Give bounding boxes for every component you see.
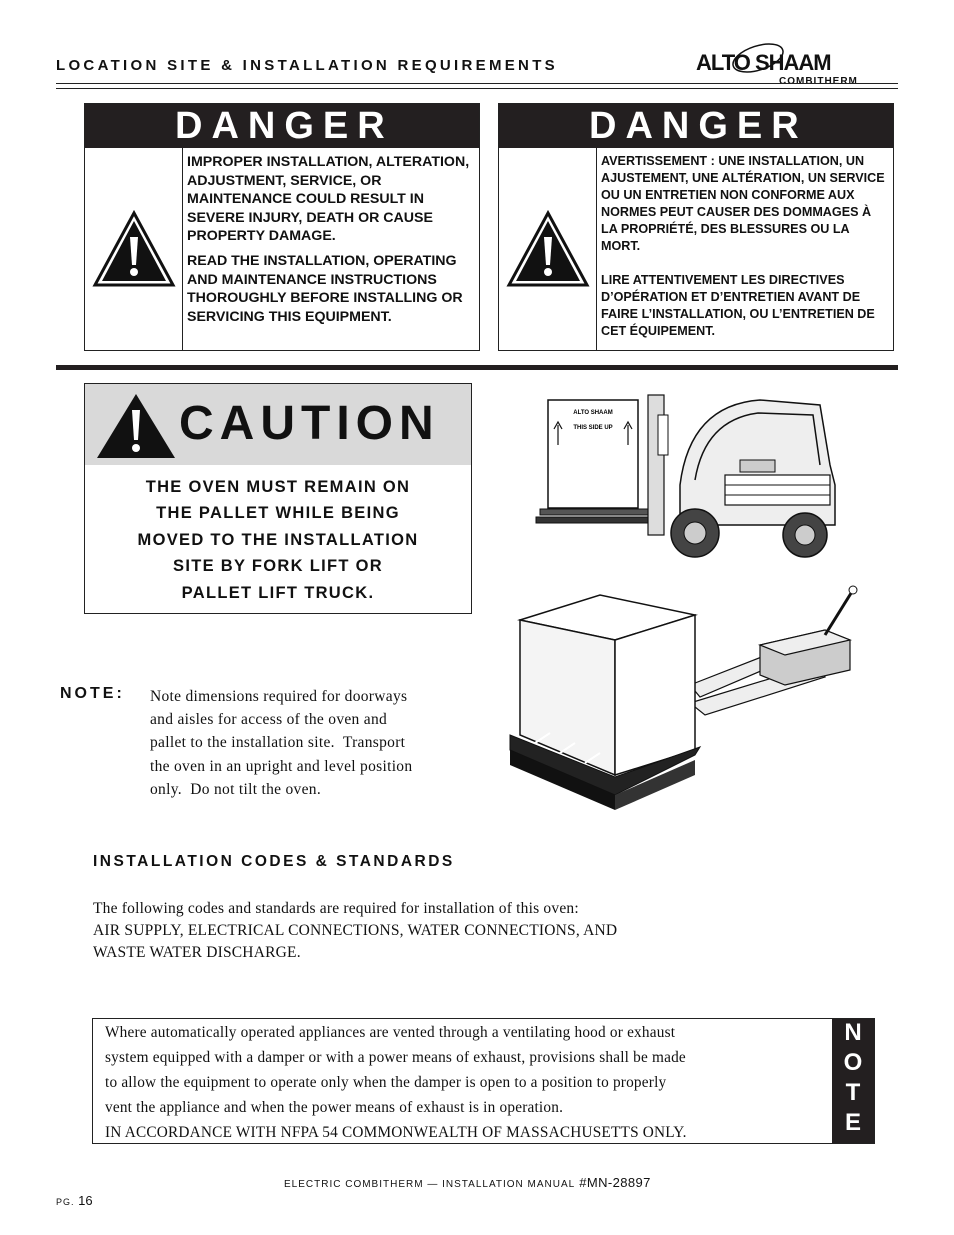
section-divider [56, 365, 898, 370]
crate-label: THIS SIDE UP [573, 425, 613, 431]
danger-box-french [498, 103, 894, 351]
notebox-line: system equipped with a damper or with a power means of exhaust, provisions shall be made [105, 1049, 686, 1066]
logo-wordmark: ALTO SHAAM [696, 50, 831, 75]
notebox-line: Where automatically operated appliances are vented through a ventilating hood or exhaust [105, 1024, 676, 1041]
danger-fr-paragraph-2: LIRE ATTENTIVEMENT LES DIRECTIVES D’OPÉRATION ET D’ENTRETIEN AVANT DE FAIRE L’INSTALLATION, OU L’ENTRETIEN DE CET ÉQUIPEMENT. [601, 273, 875, 338]
footer-doc-number: #MN-28897 [579, 1175, 651, 1190]
danger-fr-paragraph-1: AVERTISSEMENT : UNE INSTALLATION, UN AJUSTEMENT, UNE ALTÉRATION, UN SERVICE OU UN ENTRETIEN NON CONFORME AUX NORMES PEUT CAUSER DES DOMMAGES À LA PROPRIÉTÉ, DES BLESSURES OU LA MORT. [601, 154, 885, 253]
notebox-side-label [832, 1019, 874, 1143]
note-line: the oven in an upright and level position [150, 757, 413, 775]
pallet-truck-illustration [505, 585, 875, 825]
codes-heading: INSTALLATION CODES & STANDARDS [93, 853, 455, 870]
note-line: pallet to the installation site. Transport [150, 734, 406, 752]
footer-manual-title: ELECTRIC COMBITHERM — INSTALLATION MANUAL [284, 1179, 576, 1190]
danger-en-paragraph-2: READ THE INSTALLATION, OPERATING AND MAINTENANCE INSTRUCTIONS THOROUGHLY BEFORE INSTALLING OR SERVICING THIS EQUIPMENT. [187, 252, 463, 325]
warning-triangle-icon [92, 209, 176, 289]
danger-heading-french: DANGER [499, 104, 893, 148]
page-number [56, 1193, 93, 1208]
caution-line: PALLET LIFT TRUCK. [181, 583, 375, 602]
caution-line: THE PALLET WHILE BEING [156, 504, 400, 523]
note-line: only. Do not tilt the oven. [150, 780, 321, 798]
side-letter: T [845, 1079, 861, 1106]
side-letter: E [844, 1109, 861, 1136]
page-number-value: 16 [78, 1193, 93, 1208]
note-label: NOTE: [60, 685, 125, 702]
danger-heading: DANGER [85, 104, 479, 148]
side-letter: N [844, 1019, 862, 1046]
note-text [150, 685, 480, 801]
page-prefix: PG. [56, 1197, 75, 1207]
crate-logo: ALTO SHAAM [573, 410, 613, 416]
header-double-rule [56, 83, 898, 89]
note-line: Note dimensions required for doorways [150, 688, 408, 705]
notebox-text [105, 1020, 825, 1145]
caution-heading: CAUTION [179, 397, 440, 450]
notebox-line: IN ACCORDANCE WITH NFPA 54 COMMONWEALTH OF MASSACHUSETTS ONLY. [105, 1124, 687, 1141]
danger-box-english [84, 103, 480, 351]
page-header-title: LOCATION SITE & INSTALLATION REQUIREMENTS [56, 57, 558, 74]
warning-triangle-icon [506, 209, 590, 289]
note-line: and aisles for access of the oven and [150, 711, 388, 729]
logo-subtitle: COMBITHERM [779, 76, 858, 87]
warning-triangle-icon [95, 392, 177, 460]
caution-text [85, 474, 471, 606]
forklift-illustration [530, 385, 850, 565]
caution-line: SITE BY FORK LIFT OR [173, 557, 383, 576]
codes-line: AIR SUPPLY, ELECTRICAL CONNECTIONS, WATER CONNECTIONS, AND [93, 921, 618, 939]
massachusetts-note-box [92, 1018, 875, 1144]
caution-line: MOVED TO THE INSTALLATION [137, 530, 419, 549]
caution-line: THE OVEN MUST REMAIN ON [145, 478, 411, 496]
danger-en-paragraph-1: IMPROPER INSTALLATION, ALTERATION, ADJUSTMENT, SERVICE, OR MAINTENANCE COULD RESULT IN SEVERE INJURY, DEATH OR CAUSE PROPERTY DAMAGE. [187, 154, 470, 245]
footer [284, 1175, 651, 1190]
codes-line: The following codes and standards are required for installation of this oven: [93, 900, 579, 917]
caution-box [84, 383, 472, 614]
side-letter: O [843, 1049, 863, 1076]
codes-text [93, 898, 733, 963]
notebox-line: vent the appliance and when the power means of exhaust is in operation. [105, 1099, 564, 1116]
notebox-line: to allow the equipment to operate only when the damper is open to a position to properly [105, 1074, 667, 1091]
caution-header [85, 384, 471, 465]
codes-line: WASTE WATER DISCHARGE. [93, 943, 301, 961]
